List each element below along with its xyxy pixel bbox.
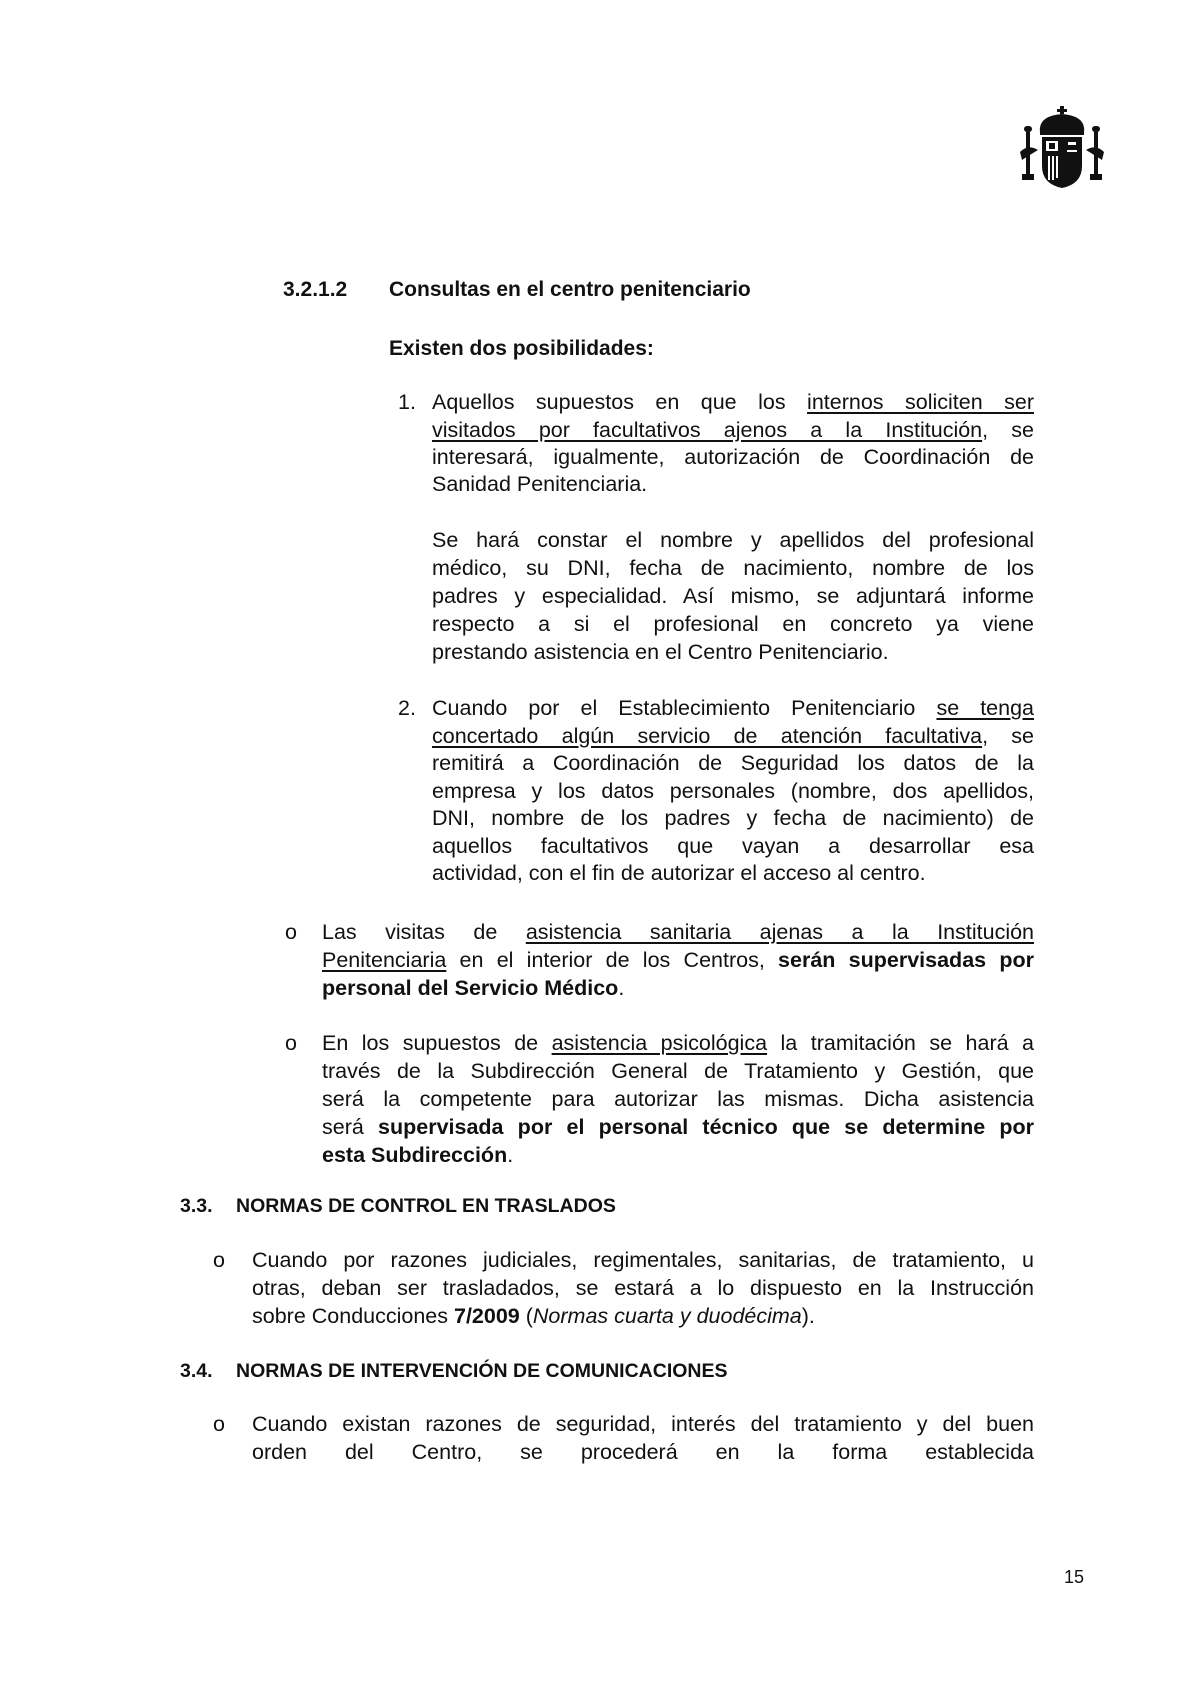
underlined-text: internos soliciten ser — [807, 390, 1034, 414]
section-number: 3.3. — [180, 1195, 213, 1217]
text: la tramitación se hará a — [767, 1031, 1034, 1055]
bullet-line: Cuando existan razones de seguridad, interés del tratamiento y del buen — [252, 1412, 1034, 1436]
underlined-text: visitados por facultativos ajenos a la Institución — [432, 418, 983, 442]
item1-line — [432, 388, 1034, 416]
bullet2-line: será la competente para autorizar las mismas. Dicha asistencia — [322, 1087, 1034, 1111]
item1-paragraph-line: respecto a si el profesional en concreto ya viene — [432, 612, 1034, 636]
item1-paragraph-line: médico, su DNI, fecha de nacimiento, nombre de los — [432, 556, 1034, 580]
text: Las visitas de — [322, 920, 526, 944]
text: , se — [982, 418, 1035, 442]
section-title: Consultas en el centro penitenciario — [389, 278, 751, 301]
bold-text: esta Subdirección — [322, 1143, 508, 1167]
list-marker: 2. — [398, 696, 416, 720]
section-number: 3.4. — [180, 1360, 213, 1382]
item1-paragraph-line: padres y especialidad. Así mismo, se adjuntará informe — [432, 584, 1034, 608]
underlined-text: concertado algún servicio de atención facultativa — [432, 724, 983, 748]
item2-line: empresa y los datos personales (nombre, dos apellidos, — [432, 779, 1034, 803]
text: ( — [519, 1304, 533, 1328]
section-number: 3.2.1.2 — [283, 278, 348, 301]
text: . — [618, 976, 625, 1000]
bullet2-line — [322, 1029, 1034, 1057]
item1-line: Sanidad Penitenciaria. — [432, 472, 648, 496]
bold-text: serán supervisadas por — [778, 948, 1034, 972]
bullet2-line — [322, 1141, 513, 1169]
bullet-line: Cuando por razones judiciales, regimentales, sanitarias, de tratamiento, u — [252, 1248, 1034, 1272]
bullet-line: orden del Centro, se procederá en la forma establecida — [252, 1440, 1034, 1464]
bold-text: 7/2009 — [453, 1304, 520, 1328]
bullet-marker: o — [285, 920, 297, 944]
bullet2-line — [322, 1113, 1034, 1141]
bullet1-line — [322, 918, 1034, 946]
item1-paragraph-line: Se hará constar el nombre y apellidos del profesional — [432, 528, 1034, 552]
section-title: NORMAS DE INTERVENCIÓN DE COMUNICACIONES — [236, 1360, 728, 1382]
section-title: NORMAS DE CONTROL EN TRASLADOS — [236, 1195, 616, 1217]
bold-text: personal del Servicio Médico — [322, 976, 619, 1000]
item2-line: aquellos facultativos que vayan a desarrollar esa — [432, 834, 1034, 858]
item1-paragraph-line: prestando asistencia en el Centro Penitenciario. — [432, 640, 889, 664]
text: . — [507, 1143, 514, 1167]
bullet2-line: través de la Subdirección General de Tratamiento y Gestión, que — [322, 1059, 1034, 1083]
section-subtitle: Existen dos posibilidades: — [389, 337, 654, 360]
bullet1-line — [322, 974, 624, 1002]
text: Aquellos supuestos en que los — [432, 390, 808, 414]
item2-line: remitirá a Coordinación de Seguridad los datos de la — [432, 751, 1034, 775]
item1-line — [432, 416, 1034, 444]
item2-line: DNI, nombre de los padres y fecha de nacimiento) de — [432, 806, 1034, 830]
underlined-text: asistencia psicológica — [551, 1031, 768, 1055]
bullet-line: otras, deban ser trasladados, se estará a lo dispuesto en la Instrucción — [252, 1276, 1034, 1300]
italic-text: Normas cuarta y duodécima — [532, 1304, 802, 1328]
text: en el interior de los Centros, — [446, 948, 779, 972]
underlined-text: se tenga — [936, 696, 1034, 720]
bullet-marker: o — [213, 1412, 225, 1436]
page-number: 15 — [1064, 1567, 1085, 1587]
text: será — [322, 1115, 379, 1139]
item2-line — [432, 722, 1034, 750]
bullet-line — [252, 1302, 815, 1330]
bullet1-line — [322, 946, 1034, 974]
bullet-marker: o — [285, 1031, 297, 1055]
bullet-marker: o — [213, 1248, 225, 1272]
bold-text: supervisada por el personal técnico que se determine por — [378, 1115, 1034, 1139]
text: Cuando por el Establecimiento Penitenciario — [432, 696, 937, 720]
item1-line: interesará, igualmente, autorización de Coordinación de — [432, 445, 1034, 469]
item2-line: actividad, con el fin de autorizar el acceso al centro. — [432, 861, 926, 885]
text: sobre Conducciones — [252, 1304, 454, 1328]
text: , se — [982, 724, 1035, 748]
text: ). — [801, 1304, 815, 1328]
item2-line — [432, 694, 1034, 722]
underlined-text: Penitenciaria — [322, 948, 447, 972]
text: En los supuestos de — [322, 1031, 552, 1055]
coat-of-arms-emblem — [1018, 104, 1106, 192]
underlined-text: asistencia sanitaria ajenas a la Institución — [525, 920, 1035, 944]
list-marker: 1. — [398, 390, 416, 414]
